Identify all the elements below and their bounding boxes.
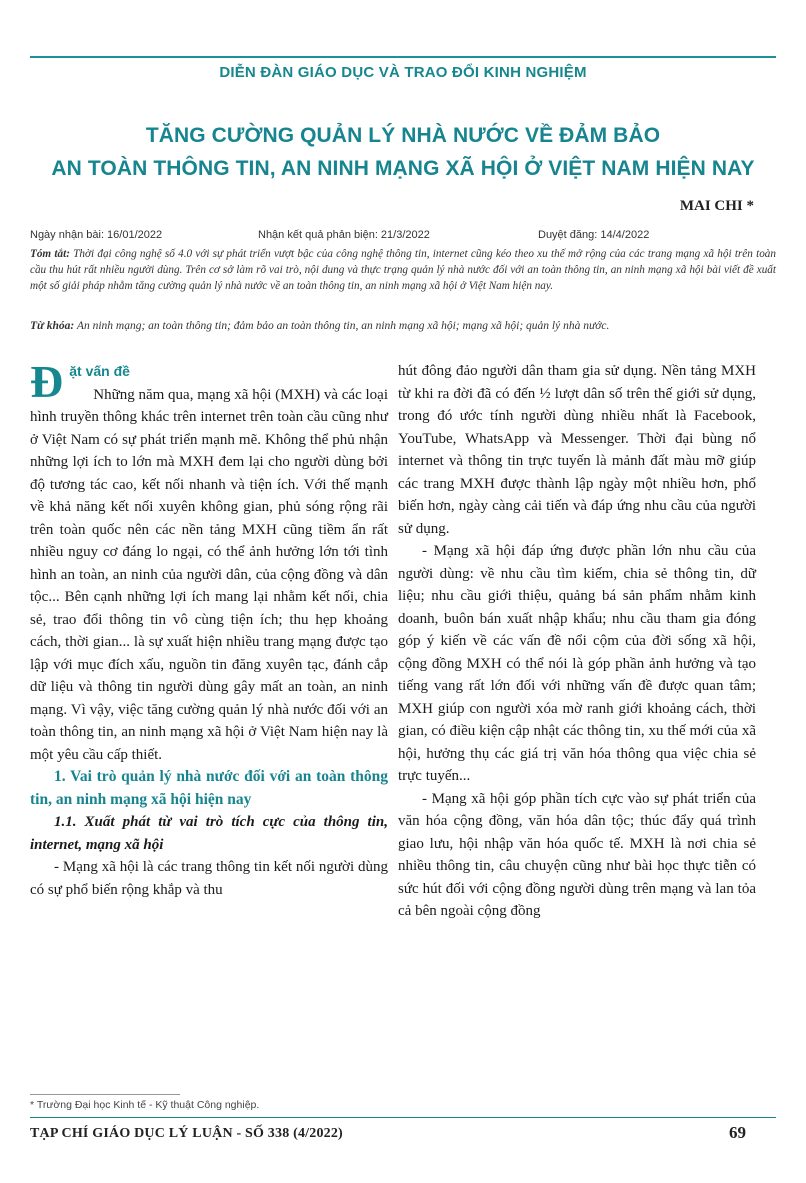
approved-date: Duyệt đăng: 14/4/2022: [538, 229, 650, 241]
review-date: Nhận kết quả phản biện: 21/3/2022: [258, 229, 430, 241]
keywords-label: Từ khóa:: [30, 320, 75, 332]
intro-lead: ặt vấn đề: [69, 363, 130, 379]
left-paragraph-2: - Mạng xã hội là các trang thông tin kết nối người dùng có sự phổ biến rộng khắp và thu: [30, 859, 388, 898]
section-header: [30, 56, 776, 94]
received-date: Ngày nhận bài: 16/01/2022: [30, 229, 163, 241]
abstract: [30, 246, 776, 294]
journal-name: TẠP CHÍ GIÁO DỤC LÝ LUẬN - SỐ 338 (4/2022): [30, 1126, 343, 1141]
abstract-label: Tóm tắt:: [30, 248, 70, 260]
right-column: [398, 360, 756, 923]
left-column: [30, 356, 388, 901]
left-paragraph-1: Những năm qua, mạng xã hội (MXH) và các loại hình truyền thông khác trên internet trên toàn cầu cũng như ở Việt Nam có sự phát triển mạnh mẽ. Không thể phủ nhận những lợi ích to lớn mà MXH đem lại cho người dùng bởi độ tương tác cao, kết nối nhanh và tiện ích. Với thế mạnh về khả năng kết nối xuyên không gian, phủ sóng rộng rãi trên toàn quốc nên các nền tảng MXH cũng tiềm ẩn rất nhiều nguy cơ đáng lo ngại, có thể ảnh hưởng lớn tới tình hình an toàn, an ninh của người dân, của cộng đồng và dân tộc... Bên cạnh những lợi ích mang lại nhằm kết nối, chia sẻ, trao đổi thông tin vô cùng tiện ích; thu hẹp khoảng cách, thời gian... là sự xuất hiện nhiều trang mạng được tạo lập với mục đích xấu, nguồn tin đăng xuyên tạc, đánh cắp dữ liệu và thông tin người dùng gây mất an toàn, an ninh mạng. Vì vậy, việc tăng cường quản lý nhà nước đối với an toàn thông tin, an ninh mạng xã hội ở Việt Nam hiện nay là một yêu cầu cấp thiết.: [30, 386, 388, 763]
abstract-text: Thời đại công nghệ số 4.0 với sự phát triển vượt bậc của công nghệ thông tin, internet cũng kéo theo xu thế mở rộng của các trang mạng xã hội trên toàn cầu thu hút rất nhiều người dùng. Trên cơ sở làm rõ vai trò, nội dung và thực trạng quản lý nhà nước đối với an toàn thông tin, an ninh mạng xã hội bài viết đề xuất một số giải pháp nhằm tăng cường quản lý nhà nước về an toàn thông tin, an ninh mạng xã hội ở Việt Nam hiện nay.: [30, 248, 776, 292]
right-paragraph-1: hút đông đảo người dân tham gia sử dụng. Nền tảng MXH từ khi ra đời đã có đến ½ lượt dân số trên thế giới sử dụng, trong đó ước tính người dùng nhiều nhất là Facebook, YouTube, WhatsApp và Messenger. Thời đại bùng nổ internet và thông tin trực tuyến là mảnh đất màu mỡ giúp các trang MXH được thành lập ngày một nhiều hơn, phổ biến hơn, ngày càng cải tiến và đáp ứng nhu cầu của người sử dụng.: [398, 363, 756, 537]
right-paragraph-2: - Mạng xã hội đáp ứng được phần lớn nhu cầu của người dùng: về nhu cầu tìm kiếm, chia sẻ thông tin, dữ liệu; nhu cầu giới thiệu, quảng bá sản phẩm nhằm kinh doanh, buôn bán xuất nhập khẩu; nhu cầu tham gia đóng góp ý kiến về các vấn đề nổi cộm của đời sống xã hội, cộng đồng MXH có thể nói là góp phần ảnh hưởng và tạo tiếng vang rất lớn đối với những vấn đề được quan tâm; MXH giúp con người xóa mờ ranh giới khoảng cách, thời gian, có điều kiện cập nhật các thông tin, xu thế mới của xã hội, hưởng thụ các giá trị văn hóa thông qua việc chia sẻ trực tuyến...: [398, 543, 756, 784]
footnote: * Trường Đại học Kinh tế - Kỹ thuật Công nghiệp.: [30, 1099, 260, 1111]
article-title-line-1: TĂNG CƯỜNG QUẢN LÝ NHÀ NƯỚC VỀ ĐẢM BẢO: [145, 124, 661, 147]
right-paragraph-3: - Mạng xã hội góp phần tích cực vào sự phát triển của văn hóa cộng đồng, văn hóa dân tộc; thúc đẩy quá trình giao lưu, hội nhập văn hóa quốc tế. MXH là nơi chia sẻ nhiều thông tin, câu chuyện cũng như bài học thực tiễn có sức hút đối với cộng đồng người dùng trên mạng và lan tỏa cả bên ngoài cộng đồng: [398, 790, 756, 919]
intro-heading: [30, 356, 388, 407]
article-title-line-2: AN TOÀN THÔNG TIN, AN NINH MẠNG XÃ HỘI Ở VIỆT NAM HIỆN NAY: [51, 157, 755, 180]
footer-divider: [30, 1117, 776, 1118]
author: MAI CHI *: [679, 198, 754, 214]
keywords-text: An ninh mạng; an toàn thông tin; đảm bảo an toàn thông tin, an ninh mạng xã hội; mạng xã hội; quản lý nhà nước.: [74, 320, 610, 332]
heading-1: 1. Vai trò quản lý nhà nước đối với an toàn thông tin, an ninh mạng xã hội hiện nay: [30, 768, 388, 808]
page-number: 69: [729, 1123, 746, 1142]
keywords: [30, 318, 776, 335]
section-title: DIỄN ĐÀN GIÁO DỤC VÀ TRAO ĐỔI KINH NGHIỆM: [219, 64, 587, 81]
drop-cap: Đ: [30, 356, 64, 407]
footnote-divider: [30, 1094, 180, 1095]
heading-1-1: 1.1. Xuất phát từ vai trò tích cực của thông tin, internet, mạng xã hội: [30, 814, 388, 853]
